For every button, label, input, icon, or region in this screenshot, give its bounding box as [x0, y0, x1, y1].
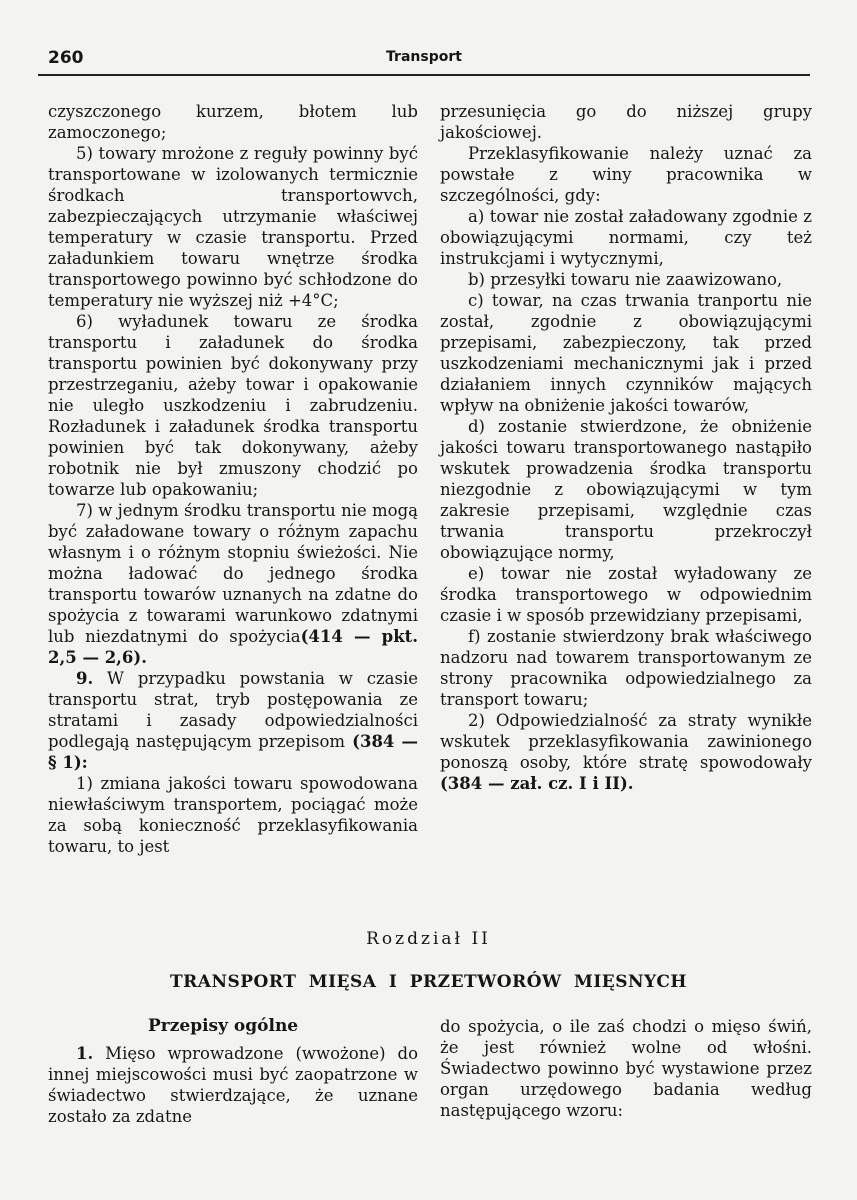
- paragraph-text: a) towar nie został załadowany zgodnie z obowiązującymi normami, czy też instrukcjami i wytycznymi,: [440, 207, 812, 268]
- paragraph: [440, 416, 812, 563]
- paragraph: [48, 101, 418, 143]
- citation: (384 — § 1):: [48, 732, 418, 772]
- paragraph: [440, 143, 812, 206]
- paragraph-number: 9.: [76, 669, 94, 688]
- paragraph: [440, 626, 812, 710]
- paragraph: do spożycia, o ile zaś chodzi o mięso świń, że jest również wolne od włośni. Świadectwo powinno być wystawione przez organ urzędowego badania według następującego wzoru:: [440, 1017, 812, 1120]
- paragraph: [440, 710, 812, 794]
- paragraph-text: Mięso wprowadzone (wwożone) do innej miejscowości musi być zaopatrzone w świadectwo stwierdzające, że uznane zostało za zdatne: [48, 1044, 418, 1126]
- citation: (384 — zał. cz. I i II).: [440, 774, 634, 793]
- running-title: Transport: [386, 49, 462, 65]
- paragraph: [48, 773, 418, 857]
- page-number: 260: [48, 48, 84, 68]
- paragraph-text: 7) w jednym środku transportu nie mogą być załadowane towary o różnym zapachu własnym i o różnym stopniu świeżości. Nie można ładować do jednego środka transportu towarów uznanych na zdatne do spożycia z towarami warunkowo zdatnymi lub niezdatnymi do spożycia: [48, 501, 418, 646]
- section-right-column: [440, 1016, 812, 1121]
- paragraph: [440, 290, 812, 416]
- paragraph-text: b) przesyłki towaru nie zaawizowano,: [468, 270, 783, 289]
- paragraph: [48, 500, 418, 668]
- paragraph-text: f) zostanie stwierdzony brak właściwego nadzoru nad towarem transportowanym ze strony pracownika odpowiedzialnego za transport towaru;: [440, 627, 812, 709]
- paragraph-text: 1) zmiana jakości towaru spowodowana niewłaściwym transportem, pociągać może za sobą konieczność przeklasyfikowania towaru, to jest: [48, 774, 418, 856]
- section-heading: Przepisy ogólne: [148, 1016, 299, 1036]
- paragraph: [440, 269, 812, 290]
- paragraph: [48, 1043, 418, 1127]
- paragraph-text: przesunięcia go do niższej grupy jakościowej.: [440, 102, 812, 142]
- paragraph-text: 2) Odpowiedzialność za straty wynikłe wskutek przeklasyfikowania zawinionego ponoszą osoby, które stratę spowodowały: [440, 711, 812, 772]
- paragraph-text: 6) wyładunek towaru ze środka transportu i załadunek do środka transportu powinien być dokonywany przy przestrzeganiu, ażeby towar i opakowanie nie uległo uszkodzeniu i zabrudzeniu. Rozładunek i załadunek środka transportu powinien być tak dokonywany, ażeby robotnik nie był zmuszony chodzić po towarze lub opakowaniu;: [48, 312, 418, 499]
- paragraph: [440, 206, 812, 269]
- paragraph-text: e) towar nie został wyładowany ze środka transportowego w odpowiednim czasie i w sposób przewidziany przepisami,: [440, 564, 812, 625]
- chapter-label: Rozdział II: [366, 929, 491, 949]
- right-text-column: [440, 101, 812, 794]
- citation: (414 — pkt. 2,5 — 2,6).: [48, 627, 419, 667]
- chapter-title: TRANSPORT MIĘSA I PRZETWORÓW MIĘSNYCH: [169, 972, 687, 992]
- page-header: [38, 48, 810, 76]
- paragraph: [440, 563, 812, 626]
- paragraph: [440, 101, 812, 143]
- paragraph-text: d) zostanie stwierdzone, że obniżenie jakości towaru transportowanego nastąpiło wskutek prowadzenia środka transportu niezgodnie z obowiązującymi w tym zakresie przepisami, względnie czas trwania transportu przekroczył obowiązujące normy,: [440, 417, 812, 562]
- paragraph: [48, 143, 418, 311]
- paragraph-text: W przypadku powstania w czasie transportu strat, tryb postępowania ze stratami i zasady odpowiedzialności podlegają następującym przepisom: [48, 669, 418, 751]
- paragraph: [48, 668, 418, 773]
- left-text-column: [48, 101, 418, 857]
- paragraph-number: 1.: [76, 1044, 94, 1063]
- paragraph-text: Przeklasyfikowanie należy uznać za powstałe z winy pracownika w szczególności, gdy:: [440, 144, 812, 205]
- paragraph-text: c) towar, na czas trwania tranportu nie został, zgodnie z obowiązującymi przepisami, zabezpieczony, tak przed uszkodzeniami mechanicznymi jak i przed działaniem innych czynników mających wpływ na obniżenie jakości towarów,: [440, 291, 812, 415]
- paragraph: [48, 311, 418, 500]
- section-left-column: [48, 1016, 418, 1127]
- paragraph-text: czyszczonego kurzem, błotem lub zamoczonego;: [48, 102, 418, 142]
- paragraph-text: 5) towary mrożone z reguły powinny być transportowane w izolowanych termicznie środkach transportowvch, zabezpieczających utrzymanie właściwej temperatury w czasie transportu. Przed załadunkiem towaru wnętrze środka transportowego powinno być schłodzone do temperatury nie wyższej niż +4°C;: [48, 144, 418, 310]
